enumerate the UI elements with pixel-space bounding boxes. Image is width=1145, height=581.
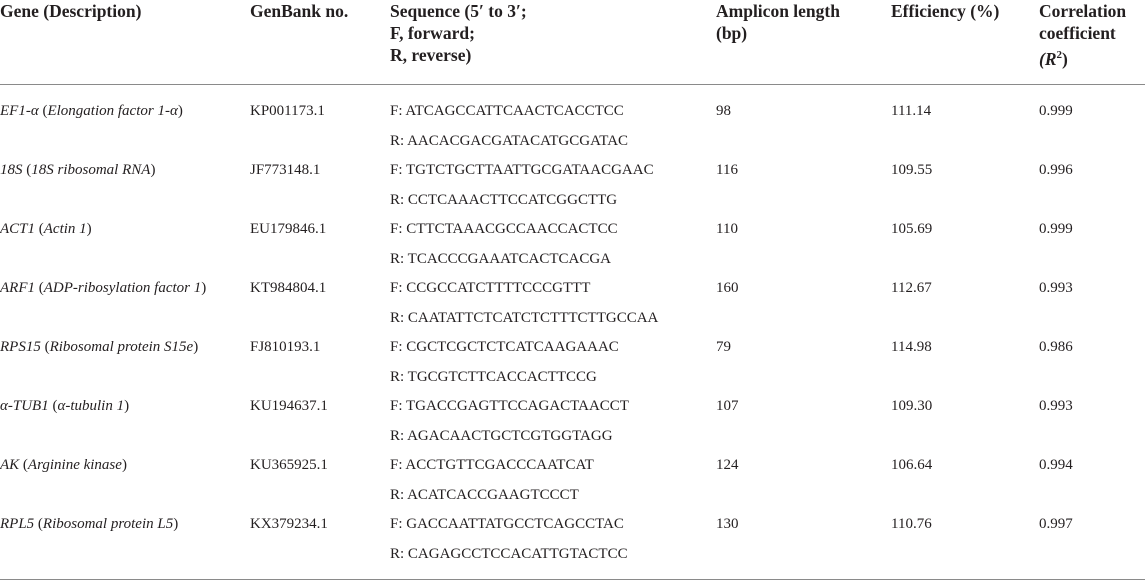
correlation-cell: 0.993 xyxy=(1039,398,1073,414)
gene-description: Elongation factor 1-α xyxy=(47,103,178,119)
paren: ) xyxy=(150,162,156,178)
gene-description: Ribosomal protein S15e xyxy=(49,339,194,355)
gene-symbol: 18S xyxy=(0,162,23,178)
gene-cell xyxy=(0,515,178,533)
header-efficiency: Efficiency (%) xyxy=(891,1,1000,21)
gene-cell xyxy=(0,279,206,297)
paren: ( xyxy=(35,221,44,237)
gene-symbol: ARF1 xyxy=(0,280,35,296)
amplicon-cell: 79 xyxy=(716,339,731,355)
correlation-cell: 0.996 xyxy=(1039,162,1073,178)
forward-primer: F: CCGCCATCTTTTCCCGTTT xyxy=(390,280,591,296)
reverse-primer: R: ACATCACCGAAGTCCCT xyxy=(390,486,579,503)
header-amplicon-line: Amplicon length xyxy=(716,1,840,21)
efficiency-cell: 111.14 xyxy=(891,103,932,119)
genbank-cell: KP001173.1 xyxy=(250,103,325,119)
gene-description: Arginine kinase xyxy=(27,457,122,473)
amplicon-cell: 160 xyxy=(716,280,739,296)
header-correlation-line: coefficient xyxy=(1039,23,1116,43)
forward-primer: F: CGCTCGCTCTCATCAAGAAAC xyxy=(390,339,619,355)
header-amplicon-line: (bp) xyxy=(716,23,748,43)
bottom-rule xyxy=(0,579,1145,580)
genbank-cell: KX379234.1 xyxy=(250,516,328,532)
table-header xyxy=(0,0,1145,84)
gene-symbol: EF1-α xyxy=(0,103,39,119)
correlation-cell: 0.994 xyxy=(1039,457,1073,473)
efficiency-cell: 112.67 xyxy=(891,280,932,296)
reverse-primer: R: TGCGTCTTCACCACTTCCG xyxy=(390,368,597,385)
amplicon-cell: 116 xyxy=(716,162,738,178)
paren: ( xyxy=(35,280,44,296)
paren: ) xyxy=(201,280,207,296)
gene-cell xyxy=(0,397,129,415)
amplicon-cell: 130 xyxy=(716,516,739,532)
forward-primer: F: ATCAGCCATTCAACTCACCTCC xyxy=(390,103,624,119)
correlation-cell: 0.999 xyxy=(1039,221,1073,237)
paren: ) xyxy=(193,339,199,355)
header-sequence-line: Sequence (5′ to 3′; xyxy=(390,1,527,21)
gene-cell xyxy=(0,161,155,179)
correlation-cell: 0.999 xyxy=(1039,103,1073,119)
amplicon-cell: 98 xyxy=(716,103,731,119)
gene-description: α-tubulin 1 xyxy=(57,398,125,414)
gene-cell xyxy=(0,338,198,356)
header-correlation xyxy=(1039,0,1126,70)
gene-description: Ribosomal protein L5 xyxy=(42,516,174,532)
paren: ) xyxy=(121,457,127,473)
header-sequence-line: R, reverse) xyxy=(390,45,472,65)
header-correlation-line xyxy=(1039,44,1126,70)
paren: ) xyxy=(173,516,179,532)
header-genbank: GenBank no. xyxy=(250,1,349,21)
paren: ( xyxy=(38,103,48,119)
gene-description: Actin 1 xyxy=(43,221,87,237)
reverse-primer: R: CCTCAAACTTCCATCGGCTTG xyxy=(390,191,618,208)
efficiency-cell: 109.55 xyxy=(891,162,933,178)
paren: ) xyxy=(86,221,92,237)
reverse-primer: R: TCACCCGAAATCACTCACGA xyxy=(390,250,612,267)
efficiency-cell: 109.30 xyxy=(891,398,933,414)
reverse-primer: R: AGACAACTGCTCGTGGTAGG xyxy=(390,427,613,444)
header-sequence xyxy=(390,0,527,66)
amplicon-cell: 107 xyxy=(716,398,739,414)
r-close: ) xyxy=(1062,48,1068,69)
genbank-cell: FJ810193.1 xyxy=(250,339,321,355)
gene-symbol: AK xyxy=(0,457,20,473)
reverse-primer: R: CAGAGCCTCCACATTGTACTCC xyxy=(390,545,628,562)
genbank-cell: KU365925.1 xyxy=(250,457,328,473)
correlation-cell: 0.993 xyxy=(1039,280,1073,296)
forward-primer: F: ACCTGTTCGACCCAATCAT xyxy=(390,457,594,473)
genbank-cell: KT984804.1 xyxy=(250,280,327,296)
gene-symbol: RPL5 xyxy=(0,516,35,532)
genbank-cell: EU179846.1 xyxy=(250,221,327,237)
gene-cell xyxy=(0,102,183,120)
gene-symbol: ACT1 xyxy=(0,221,36,237)
gene-cell xyxy=(0,456,127,474)
gene-symbol: α-TUB1 xyxy=(0,398,49,414)
paren: ( xyxy=(48,398,58,414)
forward-primer: F: CTTCTAAACGCCAACCACTCC xyxy=(390,221,618,237)
header-sequence-line: F, forward; xyxy=(390,23,475,43)
gene-cell xyxy=(0,220,92,238)
paren: ( xyxy=(34,516,43,532)
paren: ( xyxy=(40,339,50,355)
efficiency-cell: 114.98 xyxy=(891,339,932,355)
efficiency-cell: 110.76 xyxy=(891,516,932,532)
paren: ) xyxy=(124,398,130,414)
forward-primer: F: TGACCGAGTTCCAGACTAACCT xyxy=(390,398,629,414)
amplicon-cell: 124 xyxy=(716,457,739,473)
r-symbol: (R xyxy=(1039,48,1057,69)
efficiency-cell: 106.64 xyxy=(891,457,933,473)
amplicon-cell: 110 xyxy=(716,221,738,237)
correlation-cell: 0.986 xyxy=(1039,339,1073,355)
r-superscript: 2 xyxy=(1056,49,1062,61)
paren: ( xyxy=(22,162,32,178)
efficiency-cell: 105.69 xyxy=(891,221,933,237)
forward-primer: F: TGTCTGCTTAATTGCGATAACGAAC xyxy=(390,162,654,178)
genbank-cell: JF773148.1 xyxy=(250,162,321,178)
paren: ( xyxy=(19,457,28,473)
gene-description: 18S ribosomal RNA xyxy=(31,162,151,178)
correlation-cell: 0.997 xyxy=(1039,516,1073,532)
gene-description: ADP-ribosylation factor 1 xyxy=(43,280,202,296)
gene-symbol: RPS15 xyxy=(0,339,41,355)
header-rule xyxy=(0,84,1145,85)
header-gene: Gene (Description) xyxy=(0,1,142,21)
header-correlation-line: Correlation xyxy=(1039,1,1127,21)
paren: ) xyxy=(177,103,183,119)
reverse-primer: R: CAATATTCTCATCTCTTTCTTGCCAA xyxy=(390,309,659,326)
genbank-cell: KU194637.1 xyxy=(250,398,328,414)
header-amplicon xyxy=(716,0,840,44)
reverse-primer: R: AACACGACGATACATGCGATAC xyxy=(390,132,629,149)
forward-primer: F: GACCAATTATGCCTCAGCCTAC xyxy=(390,516,624,532)
